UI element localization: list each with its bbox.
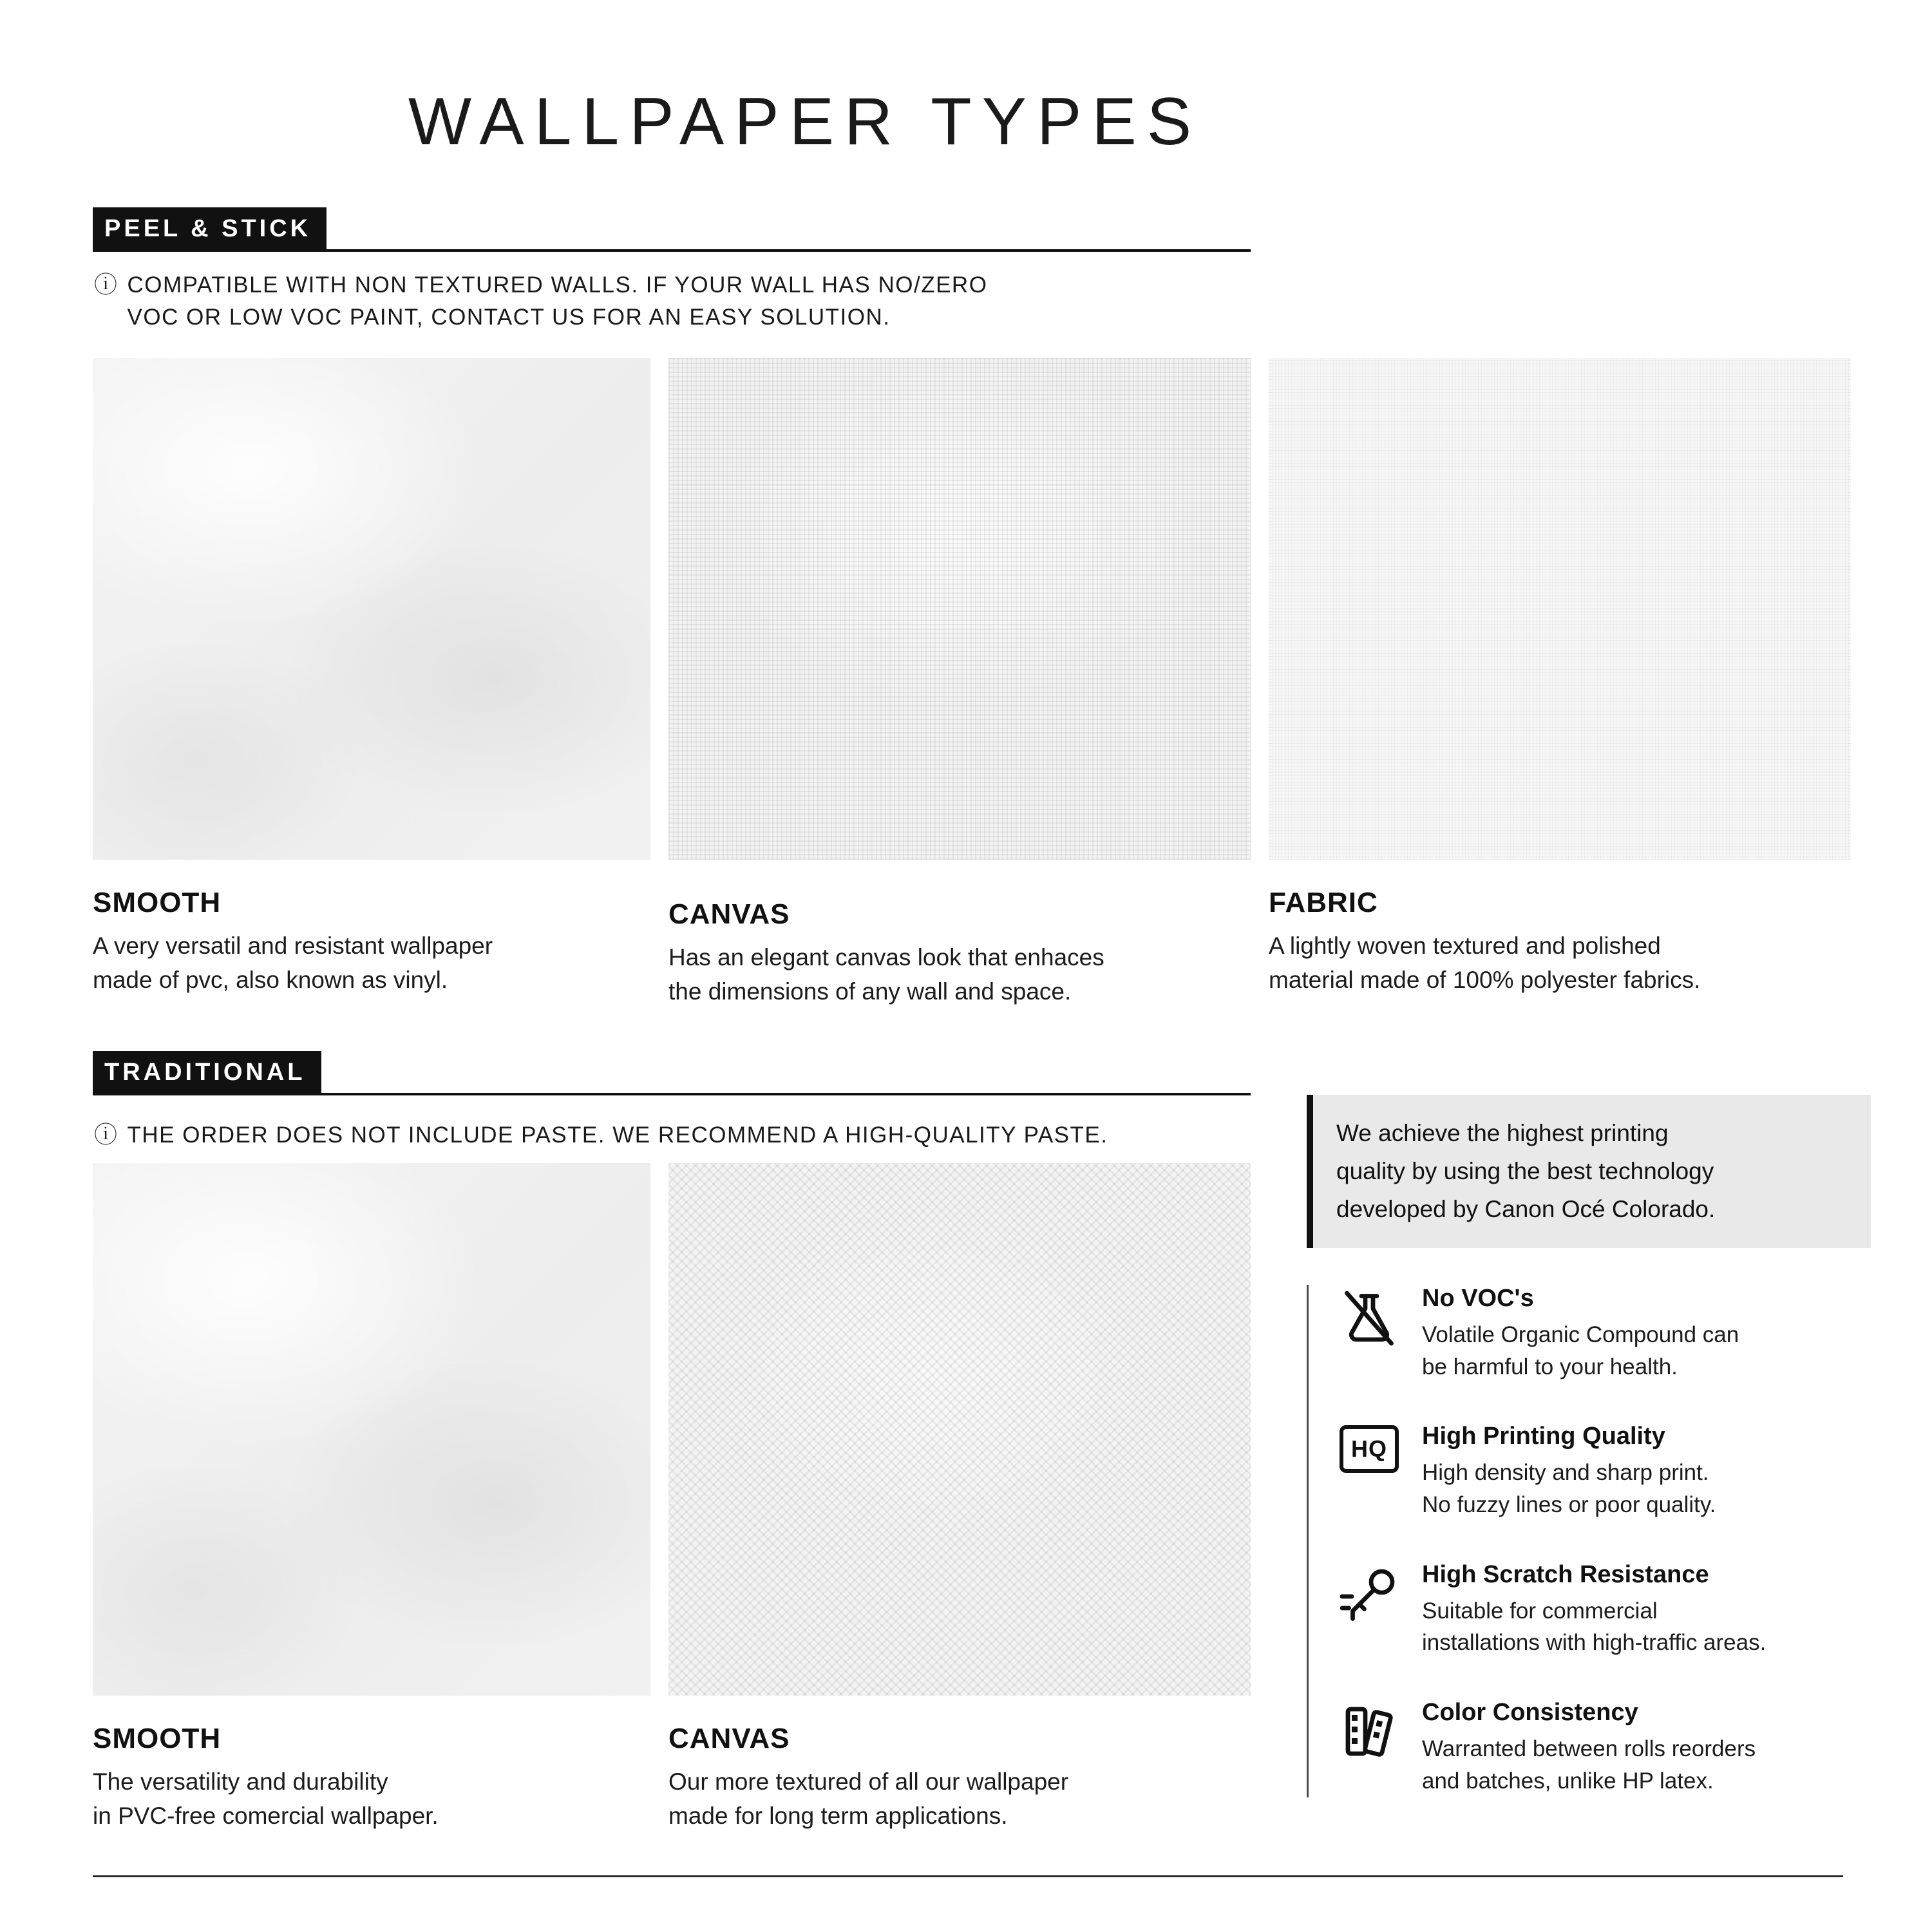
swatch-canvas-peel [668, 358, 1251, 1009]
page-title: WALLPAPER TYPES [408, 84, 1202, 159]
swatch-description: A very versatil and resistant wallpaper made of pvc, also known as vinyl. [93, 933, 493, 993]
traditional-note [94, 1119, 1108, 1151]
info-icon: ⓘ [94, 271, 118, 298]
bottom-divider [93, 1875, 1843, 1877]
swatch-name: CANVAS [668, 898, 790, 930]
swatch-canvas-traditional [668, 1163, 1251, 1833]
swatch-smooth-peel [93, 358, 650, 1009]
feature-title: High Scratch Resistance [1422, 1560, 1709, 1588]
feature-description: Suitable for commercial installations with high-traffic areas. [1422, 1598, 1766, 1656]
swatch-fabric-peel [1269, 358, 1851, 1009]
feature-title: No VOC's [1422, 1285, 1534, 1312]
swatch-name: SMOOTH [93, 1723, 222, 1754]
color-swatchbook-icon [1337, 1699, 1401, 1797]
peel-stick-swatch-row [93, 358, 1851, 1009]
fabric-texture-sample [1269, 358, 1851, 860]
swatch-description: Has an elegant canvas look that enhaces the dimensions of any wall and space. [668, 944, 1104, 1005]
feature-title: High Printing Quality [1422, 1423, 1665, 1450]
peel-stick-note-text: COMPATIBLE WITH NON TEXTURED WALLS. IF YOUR WALL HAS NO/ZERO VOC OR LOW VOC PAINT, CONTACT US FOR AN EASY SOLUTION. [127, 272, 988, 330]
swatch-smooth-traditional [93, 1163, 650, 1833]
peel-stick-note [94, 269, 987, 333]
feature-description: Volatile Organic Compound can be harmful to your health. [1422, 1322, 1739, 1379]
peel-stick-section-label: PEEL & STICK [93, 207, 327, 249]
feature-title: Color Consistency [1422, 1699, 1638, 1727]
traditional-swatch-row [93, 1163, 1251, 1833]
swatch-name: SMOOTH [93, 887, 222, 918]
traditional-note-text: THE ORDER DOES NOT INCLUDE PASTE. WE RECOMMEND A HIGH-QUALITY PASTE. [127, 1122, 1108, 1148]
swatch-description: A lightly woven textured and polished material made of 100% polyester fabrics. [1269, 933, 1701, 993]
hq-icon: HQ [1337, 1423, 1401, 1520]
feature-description: Warranted between rolls reorders and batches, unlike HP latex. [1422, 1736, 1756, 1794]
quality-features-list [1307, 1285, 1871, 1797]
swatch-description: The versatility and durability in PVC-free comercial wallpaper. [93, 1768, 439, 1829]
no-voc-icon [1337, 1285, 1401, 1383]
info-icon: ⓘ [94, 1121, 118, 1148]
smooth-texture-sample [93, 1163, 650, 1696]
traditional-section-bar [93, 1051, 1251, 1095]
smooth-texture-sample [93, 358, 650, 860]
swatch-name: CANVAS [668, 1723, 790, 1754]
canvas-texture-sample [668, 358, 1251, 860]
feature-scratch-resistance [1337, 1561, 1871, 1659]
traditional-section-label: TRADITIONAL [93, 1051, 321, 1093]
peel-stick-section-bar [93, 207, 1251, 252]
swatch-description: Our more textured of all our wallpaper made for long term applications. [668, 1768, 1069, 1829]
key-scratch-icon [1337, 1561, 1401, 1659]
feature-description: High density and sharp print. No fuzzy lines or poor quality. [1422, 1460, 1716, 1518]
printing-quality-callout: We achieve the highest printing quality by using the best technology developed by Canon Océ Colorado. [1307, 1095, 1871, 1248]
feature-high-printing-quality [1337, 1423, 1871, 1520]
feature-no-voc [1337, 1285, 1871, 1383]
canvas-texture-sample [668, 1163, 1251, 1696]
feature-color-consistency [1337, 1699, 1871, 1797]
swatch-name: FABRIC [1269, 887, 1378, 918]
